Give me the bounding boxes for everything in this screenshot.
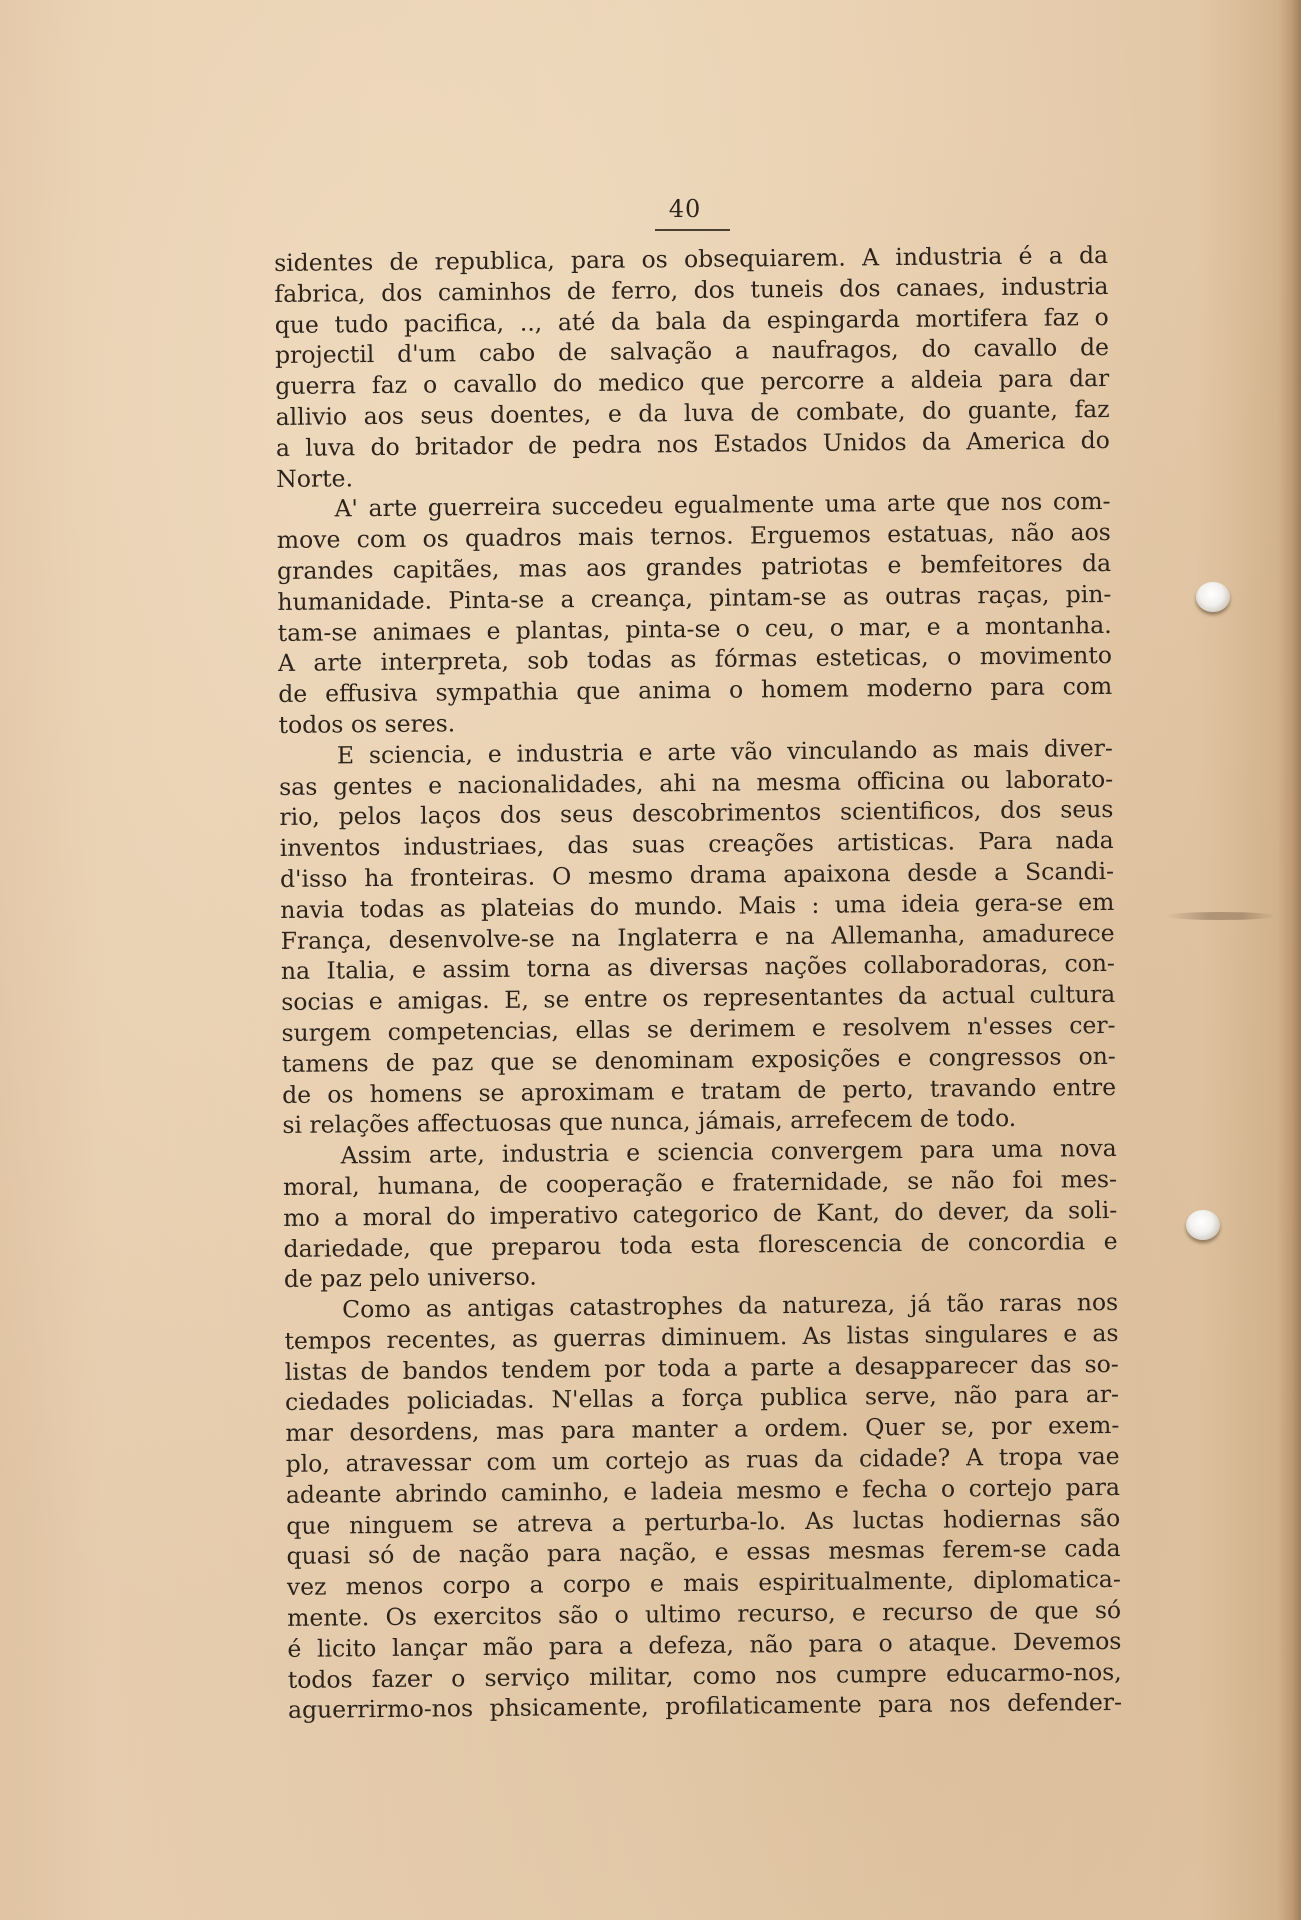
text-line: que ninguem se atreva a perturba-lo. As luctas hodiernas são [286,1503,1121,1540]
text-line: na Italia, e assim torna as diversas nações collaboradoras, con- [280,949,1116,986]
text-line: tempos recentes, as guerras diminuem. As listas singulares e as [284,1318,1119,1355]
text-line: listas de bandos tendem por toda a parte a desapparecer das so- [284,1349,1119,1386]
text-line: tam-se animaes e plantas, pinta-se o ceu, o mar, e a montanha. [277,610,1112,647]
text-line: de effusiva sympathia que anima o homem moderno para com [278,672,1113,709]
body-text [274,240,1122,1726]
page-number-rule [655,229,730,231]
text-line: é licito lançar mão para a defeza, não para o ataque. Devemos [287,1626,1122,1663]
text-line: adeante abrindo caminho, e ladeia mesmo e fecha o cortejo para [285,1472,1121,1509]
text-line: mo a moral do imperativo categorico de Kant, do dever, da soli- [283,1195,1118,1232]
page-edge-shadow [1277,0,1301,1920]
text-line: humanidade. Pinta-se a creança, pintam-se as outras raças, pin- [277,579,1112,616]
text-line: de paz pelo universo. [283,1262,537,1294]
text-line: inventos industriaes, das suas creações artisticas. Para nada [279,826,1114,863]
text-line: socias e amigas. E, se entre os representantes da actual cultura [281,980,1116,1017]
text-line: todos fazer o serviço militar, como nos cumpre educarmo-nos, [287,1657,1122,1694]
text-line: vez menos corpo a corpo e mais espiritualmente, diplomatica- [286,1565,1121,1602]
text-line: mar desordens, mas para manter a ordem. Quer se, por exem- [285,1411,1120,1448]
page-number: 40 [668,195,702,223]
text-line: ciedades policiadas. N'ellas a força publica serve, não para ar- [284,1380,1120,1417]
text-line: surgem competencias, ellas se derimem e resolvem n'esses cer- [281,1010,1116,1047]
text-line: fabrica, dos caminhos de ferro, dos tuneis dos canaes, industria [274,271,1109,308]
text-line: si relações affectuosas que nunca, jámais, arrefecem de todo. [282,1104,1017,1140]
text-line: todos os seres. [278,709,456,739]
punch-hole-icon [1196,582,1230,612]
text-line: de os homens se aproximam e tratam de perto, travando entre [281,1072,1117,1109]
text-line: Norte. [276,463,354,493]
text-line: sidentes de republica, para os obsequiarem. A industria é a da [274,240,1109,277]
text-line: que tudo pacifica, .., até da bala da espingarda mortifera faz o [274,302,1109,339]
text-line: França, desenvolve-se na Inglaterra e na Allemanha, amadurece [280,918,1115,955]
text-line: grandes capitães, mas aos grandes patriotas e bemfeitores da [276,548,1112,585]
text-line: d'isso ha fronteiras. O mesmo drama apaixona desde a Scandi- [279,856,1115,893]
text-line: dariedade, que preparou toda esta florescencia de concordia e [283,1226,1118,1263]
text-line: Assim arte, industria e sciencia convergem para uma nova [340,1134,1117,1170]
punch-hole-icon [1186,1210,1220,1240]
text-line: Como as antigas catastrophes da natureza, já tão raras nos [342,1288,1119,1324]
text-line: aguerrirmo-nos phsicamente, profilaticamente para nos defender- [287,1688,1123,1725]
text-line: a luva do britador de pedra nos Estados Unidos da America do [275,425,1111,462]
text-line: plo, atravessar com um cortejo as ruas da cidade? A tropa vae [285,1442,1120,1479]
text-line: A' arte guerreira succedeu egualmente uma arte que nos com- [334,487,1111,523]
text-line: quasi só de nação para nação, e essas mesmas ferem-se cada [286,1534,1121,1571]
text-line: move com os quadros mais ternos. Erguemos estatuas, não aos [276,518,1111,555]
text-line: projectil d'um cabo de salvação a naufragos, do cavallo de [274,333,1110,370]
text-line: rio, pelos laços dos seus descobrimentos scientificos, dos seus [279,795,1114,832]
text-line: E sciencia, e industria e arte vão vinculando as mais diver- [336,733,1113,770]
text-line: moral, humana, de cooperação e fraternidade, se não foi mes- [282,1164,1118,1201]
paper-crease [1165,912,1275,920]
text-line: mente. Os exercitos são o ultimo recurso, e recurso de que só [287,1595,1122,1632]
text-line: navia todas as plateias do mundo. Mais : uma ideia gera-se em [280,887,1115,924]
text-line: A arte interpreta, sob todas as fórmas esteticas, o movimento [277,641,1113,678]
text-line: allivio aos seus doentes, e da luva de combate, do guante, faz [275,394,1110,431]
text-line: tamens de paz que se denominam exposições e congressos on- [281,1041,1116,1078]
text-line: guerra faz o cavallo do medico que percorre a aldeia para dar [275,364,1110,401]
text-line: sas gentes e nacionalidades, ahi na mesma officina ou laborato- [279,764,1114,801]
